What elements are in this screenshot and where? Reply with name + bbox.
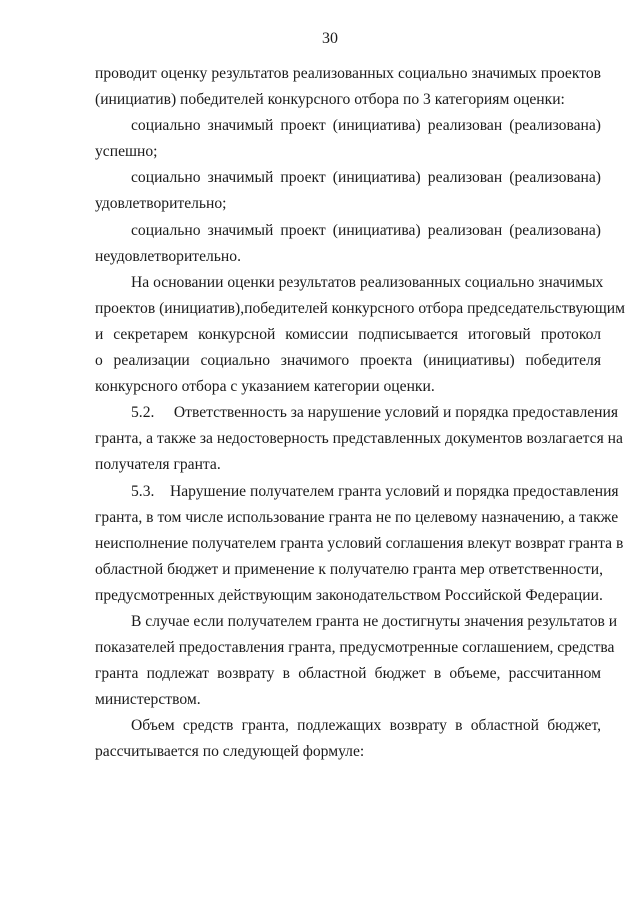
- text-line: конкурсного отбора с указанием категории оценки.: [95, 378, 435, 396]
- text-line: и секретарем конкурсной комиссии подписывается итоговый протокол: [95, 325, 601, 343]
- text-line: (инициатив) победителей конкурсного отбора по 3 категориям оценки:: [95, 91, 565, 109]
- text-line: На основании оценки результатов реализованных социально значимых: [131, 273, 604, 291]
- text-line: гранта, в том числе использование гранта не по целевому назначению, а также: [95, 508, 619, 526]
- page-number: 30: [322, 30, 338, 47]
- text-line: получателя гранта.: [95, 456, 221, 474]
- paragraph: [95, 113, 601, 165]
- paragraph: [95, 218, 601, 270]
- text-line: рассчитывается по следующей формуле:: [95, 743, 365, 761]
- text-line: показателей предоставления гранта, предусмотренные соглашением, средства: [95, 639, 615, 657]
- text-line: социально значимый проект (инициатива) реализован (реализована): [131, 117, 601, 135]
- paragraph: [95, 479, 624, 609]
- text-line: областной бюджет и применение к получателю гранта мер ответственности,: [95, 560, 603, 578]
- text-line: проводит оценку результатов реализованных социально значимых проектов: [95, 65, 601, 82]
- paragraph: [95, 61, 601, 113]
- paragraph: [95, 165, 601, 217]
- text-line: гранта подлежат возврату в областной бюджет в объеме, рассчитанном: [95, 665, 601, 683]
- text-line: гранта, а также за недостоверность представленных документов возлагается на: [95, 430, 623, 448]
- text-line: проектов (инициатив),победителей конкурсного отбора председательствующим: [95, 299, 626, 317]
- text-line: предусмотренных действующим законодательством Российской Федерации.: [95, 586, 603, 604]
- text-line: 5.2. Ответственность за нарушение условий и порядка предоставления: [131, 404, 619, 422]
- text-line: удовлетворительно;: [95, 195, 227, 213]
- text-line: министерством.: [95, 691, 201, 709]
- text-line: 5.3. Нарушение получателем гранта условий и порядка предоставления: [131, 482, 619, 500]
- text-line: Объем средств гранта, подлежащих возврату в областной бюджет,: [131, 717, 601, 735]
- text-line: успешно;: [95, 143, 158, 161]
- paragraph: [95, 270, 626, 400]
- document-body: [95, 61, 626, 766]
- paragraph: [95, 609, 618, 713]
- paragraph: [95, 400, 623, 478]
- text-line: социально значимый проект (инициатива) реализован (реализована): [131, 221, 601, 239]
- text-line: неисполнение получателем гранта условий соглашения влекут возврат гранта в: [95, 534, 624, 552]
- text-line: В случае если получателем гранта не достигнуты значения результатов и: [131, 612, 618, 630]
- text-line: неудовлетворительно.: [95, 247, 241, 265]
- paragraph: [95, 713, 601, 765]
- text-line: о реализации социально значимого проекта (инициативы) победителя: [95, 352, 601, 370]
- text-line: социально значимый проект (инициатива) реализован (реализована): [131, 169, 601, 187]
